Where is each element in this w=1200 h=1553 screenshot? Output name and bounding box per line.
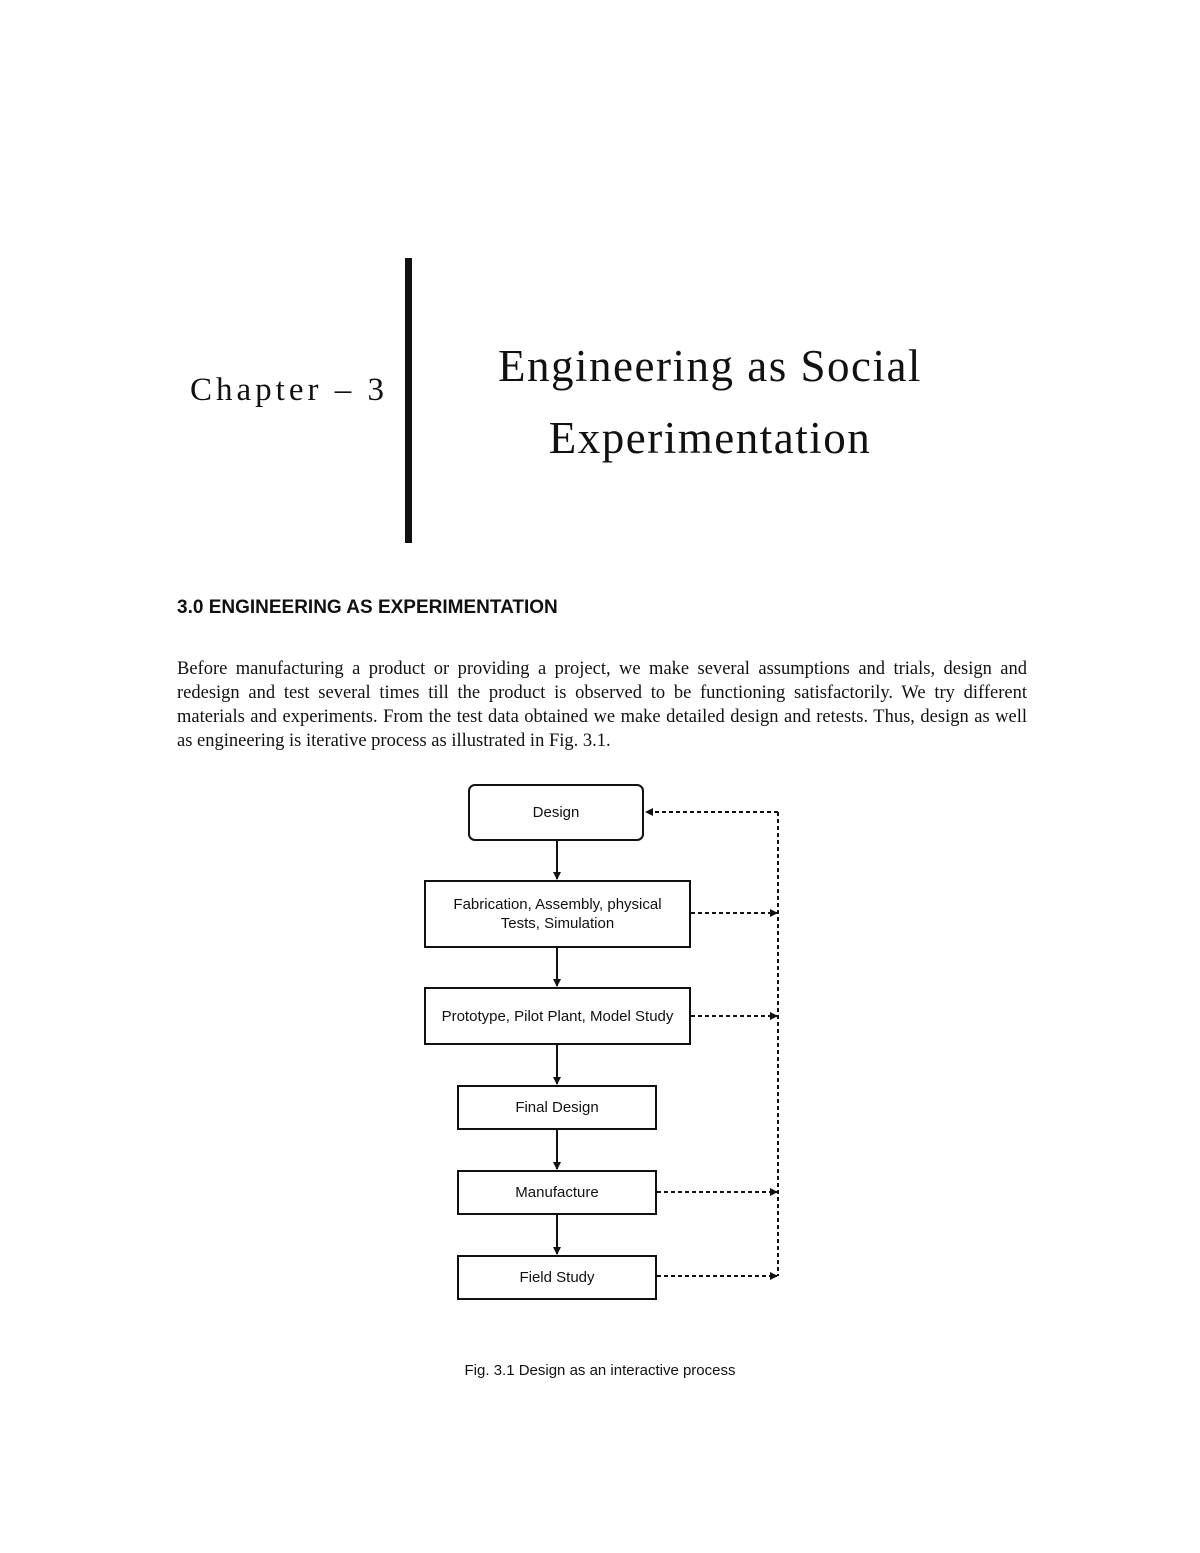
node-field-study (457, 1255, 657, 1300)
node-design (468, 784, 644, 841)
figure-caption: Fig. 3.1 Design as an interactive process (464, 1362, 736, 1379)
section-paragraph: Before manufacturing a product or providing a project, we make several assumptions and trials, design and redesign and test several times till the product is observed to be functioning satisfactorily. We try different materials and experiments. From the test data obtained we make detailed design and retests. Thus, design as well as engineering is iterative process as illustrated in Fig. 3.1. (177, 658, 1027, 751)
node-field-study-label: Field Study (519, 1269, 595, 1286)
node-prototype (424, 987, 691, 1045)
node-fabrication-label: Fabrication, Assembly, physical Tests, Simulation (453, 896, 662, 932)
flowchart-figure (400, 775, 820, 1315)
chapter-label: Chapter – 3 (190, 372, 388, 408)
flowchart-connectors (400, 775, 820, 1315)
section-heading: 3.0 ENGINEERING AS EXPERIMENTATION (177, 597, 558, 618)
node-prototype-label: Prototype, Pilot Plant, Model Study (441, 1007, 674, 1025)
chapter-title-line-2: Experimentation (548, 413, 872, 463)
node-final-design-label: Final Design (515, 1099, 599, 1116)
node-fabrication (424, 880, 691, 948)
node-manufacture-label: Manufacture (515, 1184, 599, 1201)
node-final-design (457, 1085, 657, 1130)
node-design-label: Design (532, 804, 580, 821)
chapter-divider (405, 258, 412, 543)
node-manufacture (457, 1170, 657, 1215)
chapter-title-line-1: Engineering as Social (498, 341, 922, 391)
chapter-title (440, 330, 980, 474)
